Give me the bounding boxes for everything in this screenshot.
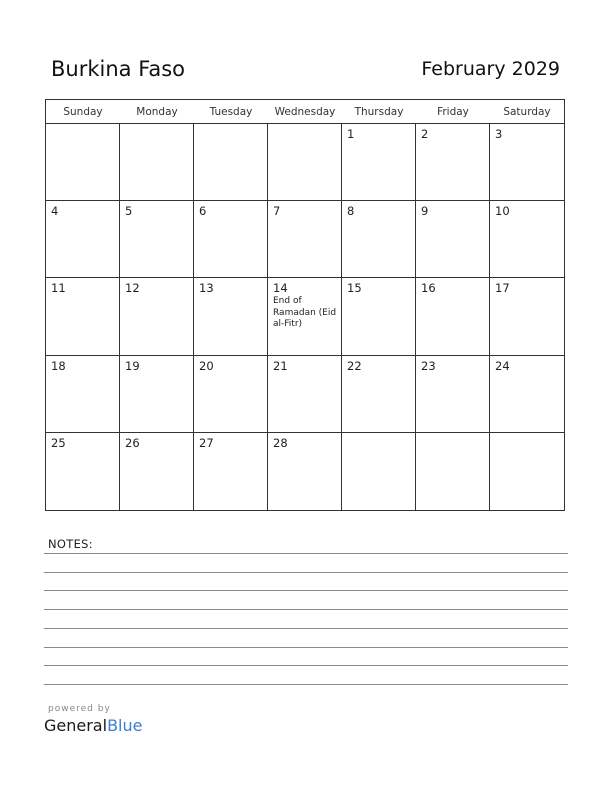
- day-cell: [416, 124, 490, 201]
- day-number: 18: [51, 358, 66, 373]
- day-cell: [416, 433, 490, 510]
- day-number: 27: [199, 435, 214, 450]
- holiday-label: End of Ramadan (Eid al-Fitr): [273, 296, 337, 330]
- note-line: [44, 553, 568, 554]
- weekday-header: Sunday: [46, 100, 120, 124]
- day-number: 21: [273, 358, 288, 373]
- generalblue-logo: [44, 716, 142, 736]
- day-number: 19: [125, 358, 140, 373]
- day-cell: [490, 124, 564, 201]
- weekday-header: Thursday: [342, 100, 416, 124]
- day-number: 20: [199, 358, 214, 373]
- day-number: 11: [51, 281, 66, 296]
- month-title: February 2029: [421, 58, 560, 80]
- powered-by-text: powered by: [48, 704, 111, 714]
- note-line: [44, 572, 568, 573]
- day-cell: [342, 124, 416, 201]
- weekday-header: Wednesday: [268, 100, 342, 124]
- day-number: 17: [495, 281, 510, 296]
- day-cell: [194, 124, 268, 201]
- day-cell: [268, 124, 342, 201]
- note-line: [44, 628, 568, 629]
- day-cell: [342, 433, 416, 510]
- day-cell: [194, 356, 268, 433]
- note-line: [44, 609, 568, 610]
- day-cell: [120, 201, 194, 278]
- note-line: [44, 684, 568, 685]
- day-number: 25: [51, 435, 66, 450]
- day-cell: [46, 278, 120, 355]
- day-cell: [194, 433, 268, 510]
- day-cell: [46, 356, 120, 433]
- day-number: 10: [495, 204, 510, 219]
- day-cell: [490, 278, 564, 355]
- notes-label: NOTES:: [48, 537, 93, 551]
- day-cell: [268, 278, 342, 355]
- day-cell: [46, 201, 120, 278]
- day-number: 3: [495, 127, 503, 141]
- day-cell: [490, 356, 564, 433]
- day-number: 14: [273, 281, 288, 296]
- day-cell: [194, 201, 268, 278]
- day-cell: [416, 201, 490, 278]
- weekday-header: Saturday: [490, 100, 564, 124]
- day-number: 26: [125, 435, 140, 450]
- day-number: 2: [421, 127, 429, 141]
- day-cell: [268, 433, 342, 510]
- country-title: Burkina Faso: [51, 57, 186, 81]
- day-number: 12: [125, 281, 140, 296]
- day-cell: [46, 124, 120, 201]
- day-cell: [120, 278, 194, 355]
- day-cell: [342, 356, 416, 433]
- day-number: 22: [347, 358, 362, 373]
- weekday-header: Friday: [416, 100, 490, 124]
- day-cell: [120, 356, 194, 433]
- day-cell: [342, 201, 416, 278]
- day-number: 15: [347, 281, 362, 296]
- day-number: 23: [421, 358, 436, 373]
- day-cell: [490, 201, 564, 278]
- day-cell: [490, 433, 564, 510]
- day-number: 8: [347, 204, 355, 219]
- day-number: 24: [495, 358, 510, 373]
- day-cell: [120, 124, 194, 201]
- day-number: 5: [125, 204, 133, 219]
- calendar-grid: [45, 99, 565, 511]
- day-number: 7: [273, 204, 281, 219]
- day-number: 9: [421, 204, 429, 219]
- weekday-header: Monday: [120, 100, 194, 124]
- day-cell: [120, 433, 194, 510]
- day-cell: [268, 201, 342, 278]
- day-number: 13: [199, 281, 214, 296]
- day-number: 1: [347, 127, 355, 141]
- day-number: 16: [421, 281, 436, 296]
- brand-general: General: [44, 716, 108, 735]
- note-line: [44, 665, 568, 666]
- day-cell: [416, 356, 490, 433]
- day-number: 4: [51, 204, 59, 219]
- weekday-header: Tuesday: [194, 100, 268, 124]
- day-cell: [342, 278, 416, 355]
- day-number: 6: [199, 204, 207, 219]
- note-line: [44, 590, 568, 591]
- day-cell: [268, 356, 342, 433]
- note-line: [44, 647, 568, 648]
- day-cell: [194, 278, 268, 355]
- day-cell: [416, 278, 490, 355]
- brand-blue: Blue: [107, 716, 143, 735]
- day-cell: [46, 433, 120, 510]
- day-number: 28: [273, 435, 288, 450]
